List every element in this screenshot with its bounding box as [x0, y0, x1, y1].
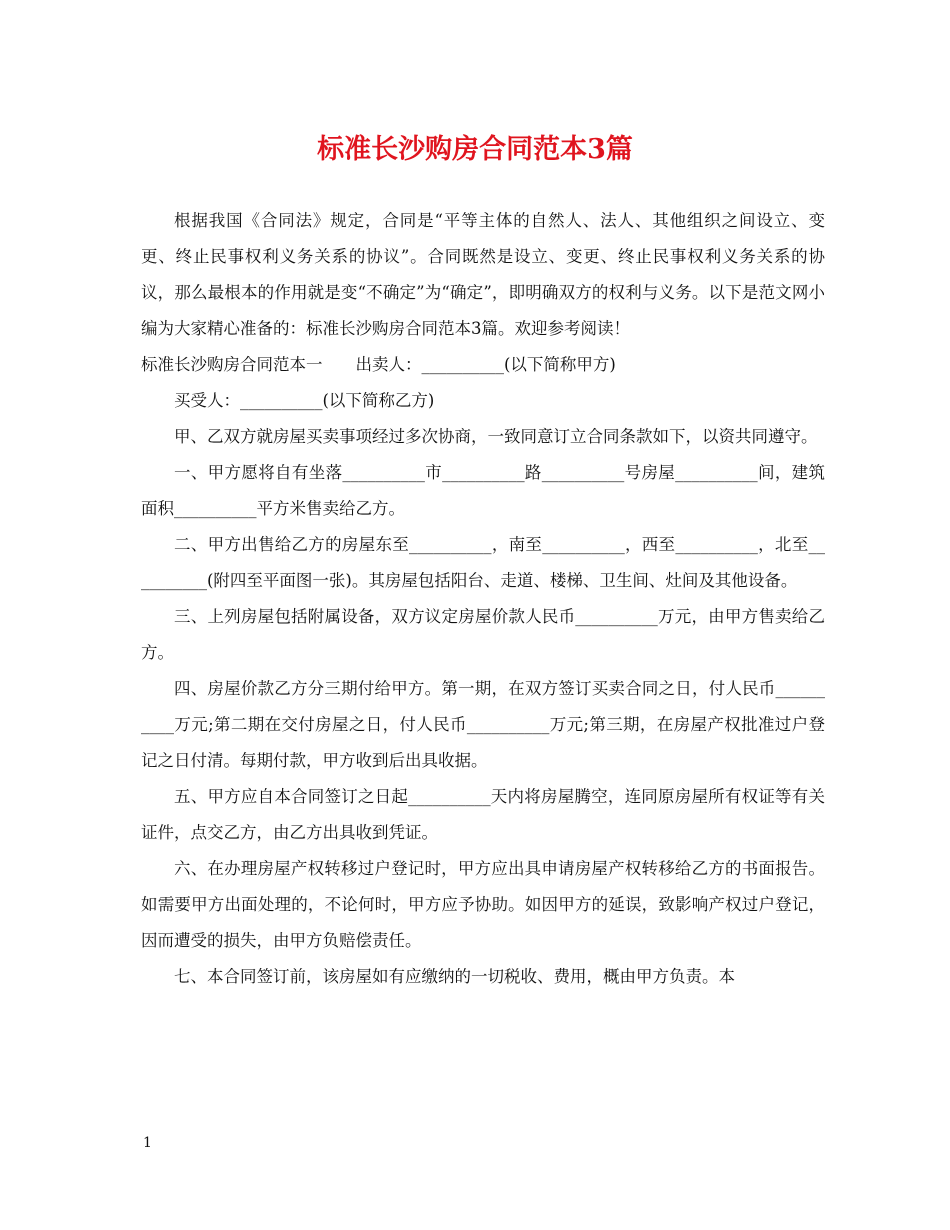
clause-5: 五、甲方应自本合同签订之日起__________天内将房屋腾空，连同原房屋所有权证等有关证件，点交乙方，由乙方出具收到凭证。	[141, 787, 825, 842]
clause-1: 一、甲方愿将自有坐落__________市__________路__________号房屋__________间，建筑面积__________平方米售卖给乙方。	[141, 463, 825, 518]
page-number: 1	[143, 1135, 152, 1151]
clause-6: 六、在办理房屋产权转移过户登记时，甲方应出具申请房屋产权转移给乙方的书面报告。如需要甲方出面处理的，不论何时，甲方应予协助。如因甲方的延误，致影响产权过户登记，因而遭受的损失，由甲方负赔偿责任。	[141, 859, 825, 950]
intro-paragraph: 根据我国《合同法》规定，合同是“平等主体的自然人、法人、其他组织之间设立、变更、终止民事权利义务关系的协议”。合同既然是设立、变更、终止民事权利义务关系的协议，那么最根本的作用就是变“不确定”为“确定”，即明确双方的权利与义务。以下是范文网小编为大家精心准备的：标准长沙购房合同范本3篇。欢迎参考阅读！	[141, 211, 825, 338]
clause-7: 七、本合同签订前，该房屋如有应缴纳的一切税收、费用，概由甲方负责。本	[174, 967, 735, 986]
clause-4: 四、房屋价款乙方分三期付给甲方。第一期，在双方签订买卖合同之日，付人民币__________万元;第二期在交付房屋之日，付人民币__________万元;第三期，在房屋产权批准过户登记之日付清。每期付款，甲方收到后出具收据。	[141, 679, 825, 770]
clause-3: 三、上列房屋包括附属设备，双方议定房屋价款人民币__________万元，由甲方售卖给乙方。	[141, 607, 825, 662]
clause-2: 二、甲方出售给乙方的房屋东至__________，南至__________，西至__________，北至__________(附四至平面图一张)。其房屋包括阳台、走道、楼梯、卫生间、灶间及其他设备。	[141, 535, 825, 590]
agreement-paragraph: 甲、乙双方就房屋买卖事项经过多次协商，一致同意订立合同条款如下，以资共同遵守。	[174, 427, 818, 446]
buyer-line: 买受人：__________(以下简称乙方)	[174, 391, 435, 410]
contract-heading-seller-line: 标准长沙购房合同范本一 出卖人：__________(以下简称甲方)	[141, 355, 616, 374]
document-body	[141, 203, 825, 995]
document-title: 标准长沙购房合同范本3篇	[317, 134, 633, 165]
